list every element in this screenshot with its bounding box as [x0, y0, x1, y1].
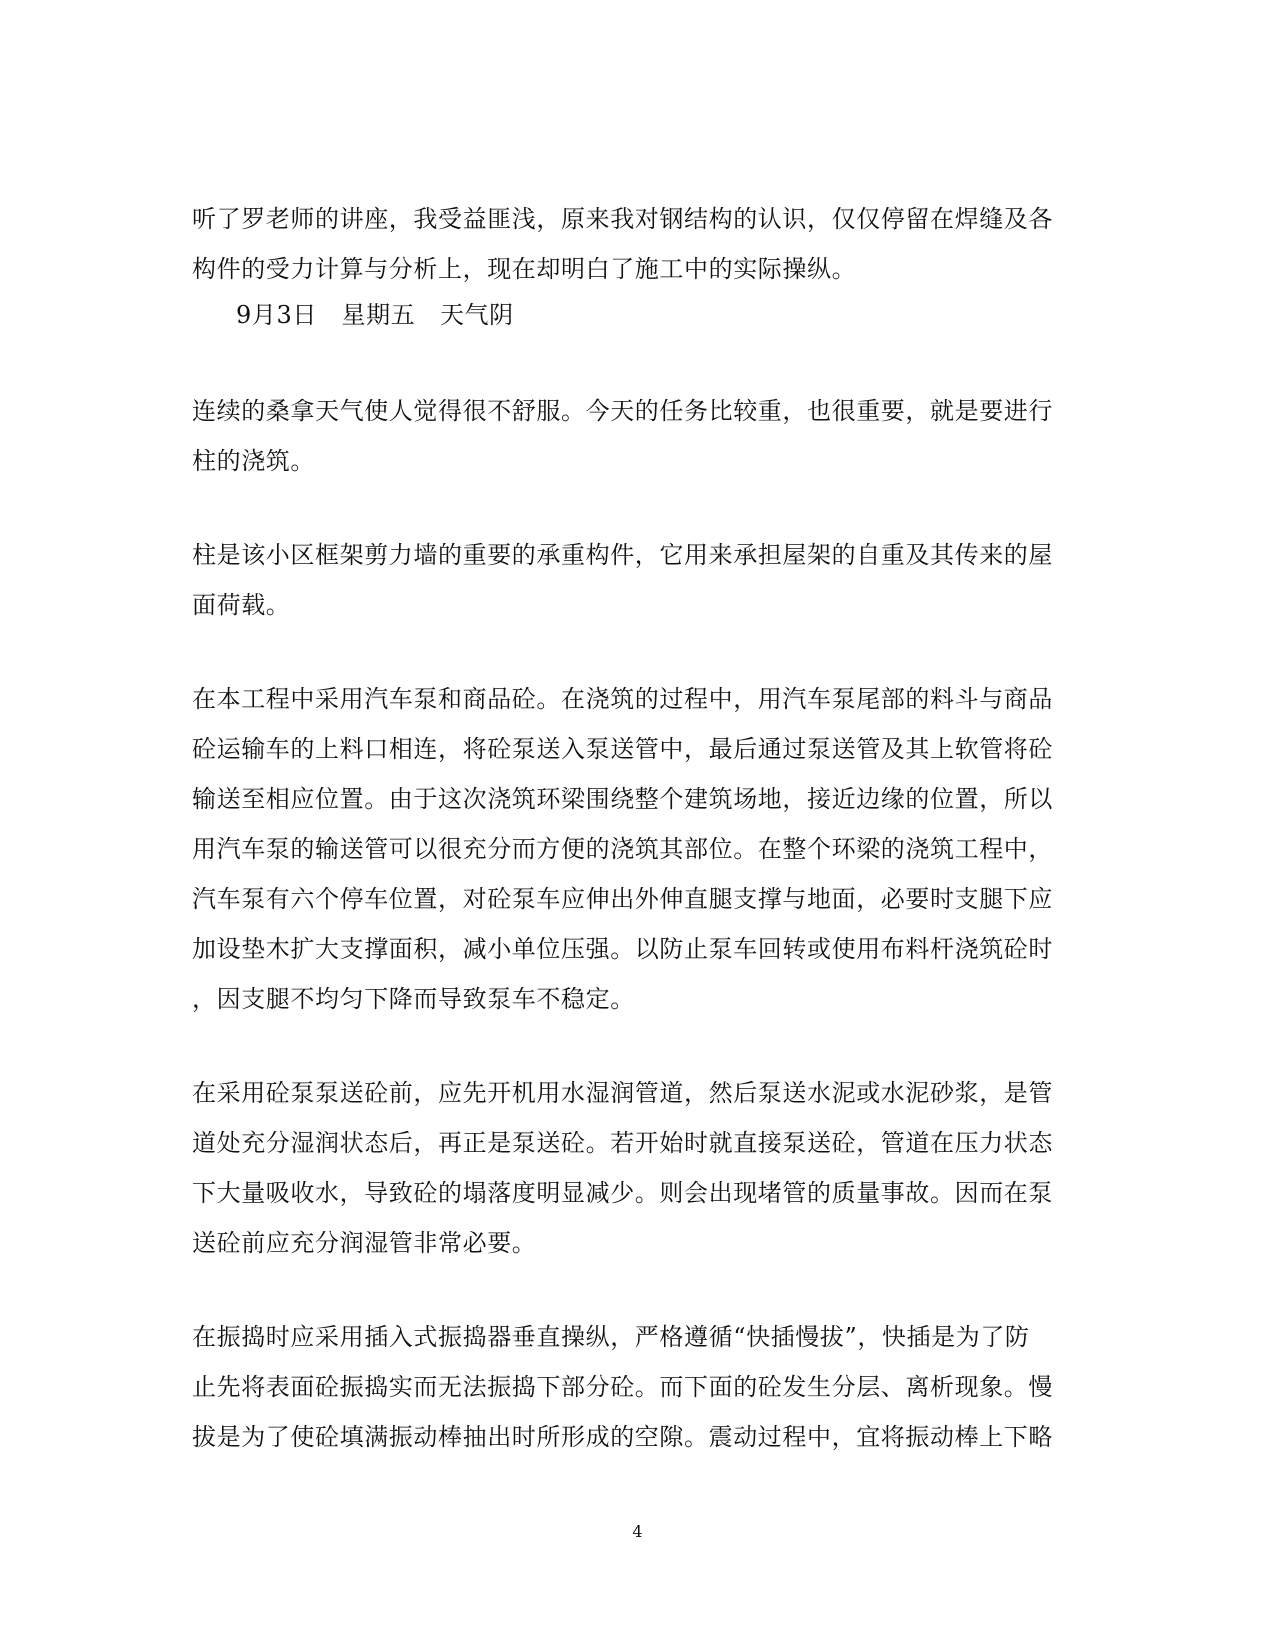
- body-text-line: 道处充分湿润状态后，再正是泵送砼。若开始时就直接泵送砼，管道在压力状态: [192, 1129, 1053, 1157]
- body-text-line: 柱的浇筑。: [192, 447, 315, 475]
- body-text-line: 用汽车泵的输送管可以很充分而方便的浇筑其部位。在整个环梁的浇筑工程中，: [192, 835, 1053, 863]
- body-text-line: 连续的桑拿天气使人觉得很不舒服。今天的任务比较重，也很重要，就是要进行: [192, 397, 1053, 425]
- body-text-line: 加设垫木扩大支撑面积，减小单位压强。以防止泵车回转或使用布料杆浇筑砼时: [192, 935, 1053, 963]
- body-text-line: 汽车泵有六个停车位置，对砼泵车应伸出外伸直腿支撑与地面，必要时支腿下应: [192, 885, 1053, 913]
- body-text-line: 下大量吸收水，导致砼的塌落度明显减少。则会出现堵管的质量事故。因而在泵: [192, 1179, 1053, 1207]
- body-text-line: 砼运输车的上料口相连，将砼泵送入泵送管中，最后通过泵送管及其上软管将砼: [192, 735, 1053, 763]
- body-text-line: 输送至相应位置。由于这次浇筑环梁围绕整个建筑场地，接近边缘的位置，所以: [192, 785, 1053, 813]
- diary-date-line: 9月3日 星期五 天气阴: [236, 301, 514, 329]
- page-number: 4: [632, 1522, 643, 1541]
- body-text-line: 在本工程中采用汽车泵和商品砼。在浇筑的过程中，用汽车泵尾部的料斗与商品: [192, 685, 1053, 713]
- body-text-line: 柱是该小区框架剪力墙的重要的承重构件，它用来承担屋架的自重及其传来的屋: [192, 541, 1053, 569]
- body-text-line: 面荷载。: [192, 591, 291, 619]
- body-text-line: 在振捣时应采用插入式振捣器垂直操纵，严格遵循“快插慢拔”，快插是为了防: [192, 1323, 1030, 1351]
- body-text-line: 拔是为了使砼填满振动棒抽出时所形成的空隙。震动过程中，宜将振动棒上下略: [192, 1423, 1053, 1451]
- body-text-line: ，因支腿不均匀下降而导致泵车不稳定。: [192, 985, 635, 1013]
- body-text-line: 送砼前应充分润湿管非常必要。: [192, 1229, 537, 1257]
- body-text-line: 在采用砼泵泵送砼前，应先开机用水湿润管道，然后泵送水泥或水泥砂浆，是管: [192, 1079, 1053, 1107]
- body-text-line: 听了罗老师的讲座，我受益匪浅，原来我对钢结构的认识，仅仅停留在焊缝及各: [192, 205, 1053, 233]
- body-text-line: 构件的受力计算与分析上，现在却明白了施工中的实际操纵。: [192, 255, 857, 283]
- body-text-line: 止先将表面砼振捣实而无法振捣下部分砼。而下面的砼发生分层、离析现象。慢: [192, 1373, 1053, 1401]
